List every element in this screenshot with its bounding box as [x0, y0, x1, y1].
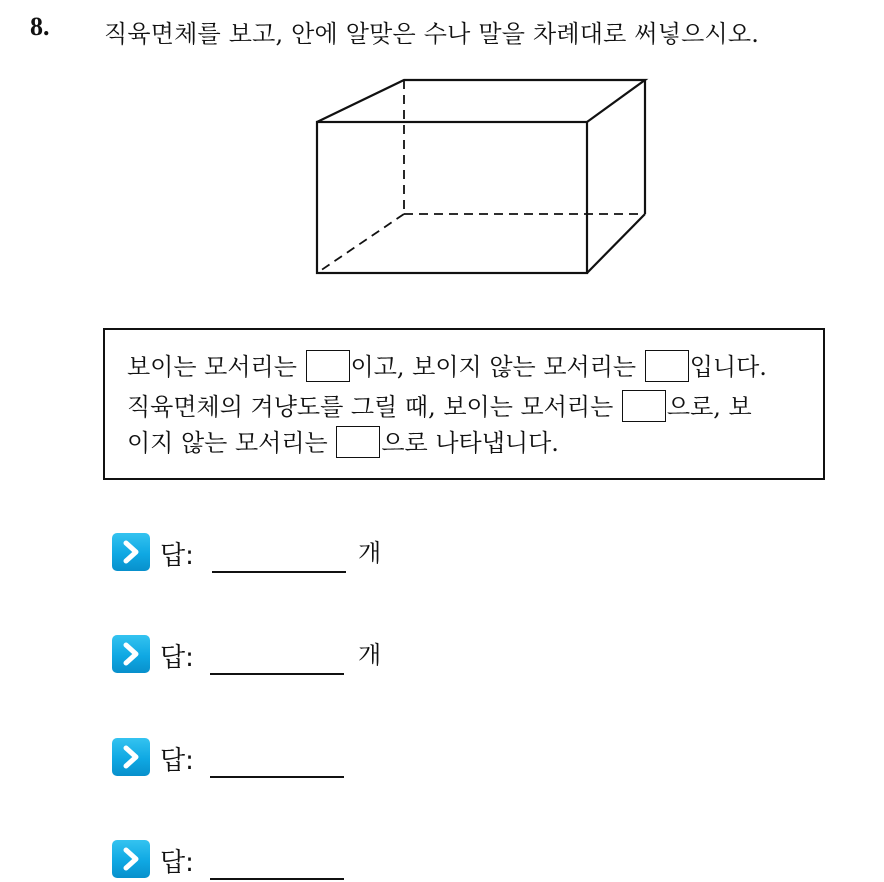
answer-label: 답: [160, 643, 194, 673]
front-face [317, 122, 587, 273]
box-line-3-part-a: 이지 않는 모서리는 [127, 429, 336, 457]
answer-input-1[interactable] [212, 539, 346, 569]
blank-hidden-edge-count[interactable] [645, 350, 689, 382]
chevron-right-icon [112, 533, 150, 571]
hidden-edge-depth [317, 214, 404, 273]
chevron-right-icon [112, 840, 150, 878]
hidden-edges [317, 80, 645, 273]
box-line-1-part-b: 이고, 보이지 않는 모서리는 [350, 353, 644, 381]
fill-in-box [103, 328, 825, 480]
right-bottom-depth-edge [587, 214, 645, 273]
blank-visible-edge-style[interactable] [622, 390, 666, 422]
answer-label: 답: [160, 746, 194, 776]
box-line-2-part-a: 직육면체의 겨냥도를 그릴 때, 보이는 모서리는 [127, 393, 621, 421]
answer-input-4[interactable] [210, 846, 344, 876]
answer-label: 답: [160, 848, 194, 878]
visible-edges [317, 80, 645, 273]
answer-label: 답: [160, 541, 194, 571]
chevron-right-icon [112, 635, 150, 673]
chevron-right-icon [112, 738, 150, 776]
answer-unit: 개 [358, 641, 382, 669]
blank-hidden-edge-style[interactable] [336, 426, 380, 458]
question-number: 8. [30, 12, 50, 41]
answer-input-3[interactable] [210, 744, 344, 774]
answer-unit: 개 [358, 539, 382, 567]
box-line-3 [127, 426, 559, 461]
box-line-2 [127, 390, 752, 425]
answer-underline [210, 673, 344, 675]
box-line-1 [127, 350, 767, 385]
top-face-edges [317, 80, 645, 122]
box-line-1-part-a: 보이는 모서리는 [127, 353, 305, 381]
answer-underline [210, 878, 344, 880]
blank-visible-edge-count[interactable] [306, 350, 350, 382]
answer-input-2[interactable] [210, 641, 344, 671]
answer-underline [210, 776, 344, 778]
answer-underline [212, 571, 346, 573]
box-line-1-part-c: 입니다. [689, 353, 767, 381]
box-line-3-part-b: 으로 나타냅니다. [381, 429, 559, 457]
box-line-2-part-b: 으로, 보 [666, 393, 752, 421]
question-text: 직육면체를 보고, 안에 알맞은 수나 말을 차례대로 써넣으시오. [104, 20, 760, 48]
cuboid-figure [300, 70, 660, 285]
